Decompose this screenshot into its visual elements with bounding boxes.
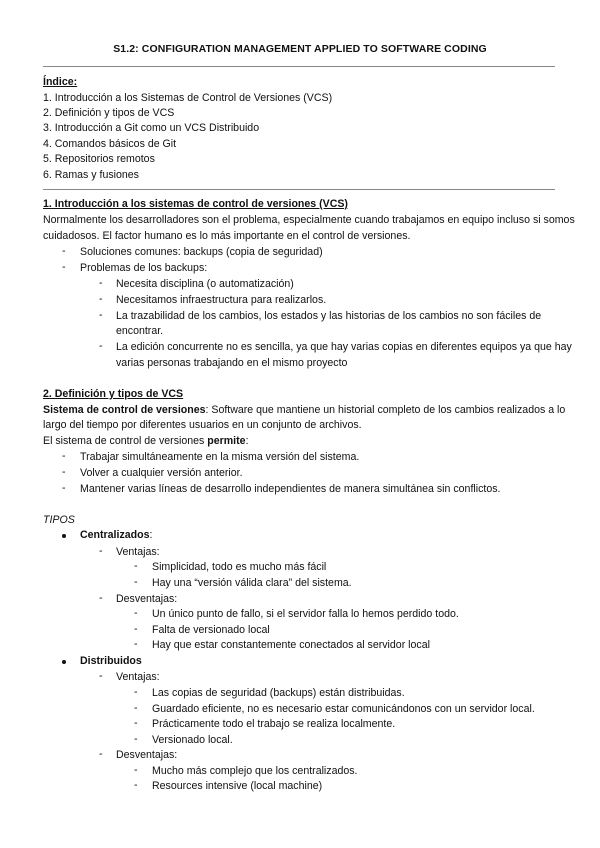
tipos-label: TIPOS [43, 514, 75, 526]
dash-marker: - [134, 607, 138, 619]
list-item: Resources intensive (local machine) [152, 780, 323, 792]
desventajas-label: Desventajas: [116, 749, 178, 761]
dash-marker: - [134, 623, 138, 635]
dash-marker: - [99, 293, 103, 305]
bullet-item: Trabajar simultáneamente en la misma versión del sistema. [80, 451, 360, 463]
list-item: Guardado eficiente, no es necesario estar comunicándonos con un servidor local. [152, 703, 535, 715]
dash-marker: - [99, 340, 103, 352]
index-item: 2. Definición y tipos de VCS [43, 107, 175, 119]
list-item: Hay que estar constantemente conectados al servidor local [152, 639, 430, 651]
bullet-item: Problemas de los backups: [80, 262, 208, 274]
dash-marker: - [134, 733, 138, 745]
bullet-dot [62, 534, 66, 538]
list-item: Hay una “versión válida clara” del sistema. [152, 577, 352, 589]
bullet-item: Mantener varias líneas de desarrollo independientes de manera simultánea sin conflictos. [80, 483, 501, 495]
index-heading: Índice: [43, 76, 78, 88]
type-label: Centralizados [80, 529, 150, 541]
definition-term: Sistema de control de versiones [43, 404, 206, 416]
sub-bullet-item: La trazabilidad de los cambios, los estados y las historias de los cambios no son fáciles de [116, 310, 542, 322]
dash-marker: - [134, 638, 138, 650]
ventajas-label: Ventajas: [116, 546, 160, 558]
dash-marker: - [62, 450, 66, 462]
dash-marker: - [62, 482, 66, 494]
permite-post: : [245, 435, 249, 447]
dash-marker: - [99, 277, 103, 289]
type-label: Distribuidos [80, 655, 142, 667]
type-label-suffix: : [149, 529, 153, 541]
permite-bold: permite [207, 435, 246, 447]
dash-marker: - [99, 592, 103, 604]
list-item: Prácticamente todo el trabajo se realiza localmente. [152, 718, 396, 730]
sub-bullet-item: Necesitamos infraestructura para realizarlos. [116, 294, 327, 306]
dash-marker: - [99, 748, 103, 760]
list-item: Mucho más complejo que los centralizados. [152, 765, 358, 777]
section-heading: 1. Introducción a los sistemas de control de versiones (VCS) [43, 198, 348, 210]
divider [43, 189, 555, 190]
dash-marker: - [134, 686, 138, 698]
dash-marker: - [134, 779, 138, 791]
dash-marker: - [99, 309, 103, 321]
dash-marker: - [134, 702, 138, 714]
index-item: 1. Introducción a los Sistemas de Control de Versiones (VCS) [43, 92, 333, 104]
desventajas-label: Desventajas: [116, 593, 178, 605]
dash-marker: - [62, 466, 66, 478]
dash-marker: - [99, 670, 103, 682]
sub-bullet-continuation: encontrar. [116, 325, 164, 337]
dash-marker: - [62, 245, 66, 257]
dash-marker: - [62, 261, 66, 273]
list-item: Simplicidad, todo es mucho más fácil [152, 561, 327, 573]
permite-line [43, 434, 249, 448]
paragraph-line: cuidadosos. El factor humano es lo más importante en el control de versiones. [43, 230, 411, 242]
sub-bullet-item: Necesita disciplina (o automatización) [116, 278, 294, 290]
index-item: 3. Introducción a Git como un VCS Distribuido [43, 122, 260, 134]
definition-line [43, 403, 565, 417]
bullet-item: Soluciones comunes: backups (copia de seguridad) [80, 246, 323, 258]
list-item: Un único punto de fallo, si el servidor falla lo hemos perdido todo. [152, 608, 459, 620]
type-heading [80, 528, 152, 542]
paragraph-line: Normalmente los desarrolladores son el problema, especialmente cuando trabajamos en equipo incluso si somos [43, 214, 575, 226]
list-item: Versionado local. [152, 734, 233, 746]
dash-marker: - [134, 717, 138, 729]
index-item: 4. Comandos básicos de Git [43, 138, 177, 150]
permite-pre: El sistema de control de versiones [43, 435, 208, 447]
dash-marker: - [99, 545, 103, 557]
document-title: S1.2: CONFIGURATION MANAGEMENT APPLIED TO SOFTWARE CODING [113, 43, 487, 55]
list-item: Falta de versionado local [152, 624, 270, 636]
sub-bullet-continuation: varias personas trabajando en el mismo proyecto [116, 357, 348, 369]
dash-marker: - [134, 576, 138, 588]
dash-marker: - [134, 560, 138, 572]
definition-text: : Software que mantiene un historial completo de los cambios realizados a lo [205, 404, 566, 416]
index-item: 6. Ramas y fusiones [43, 169, 139, 181]
dash-marker: - [134, 764, 138, 776]
list-item: Las copias de seguridad (backups) están distribuidas. [152, 687, 405, 699]
sub-bullet-item: La edición concurrente no es sencilla, ya que hay varias copias en diferentes equipos ya que hay [116, 341, 572, 353]
bullet-dot [62, 660, 66, 664]
index-item: 5. Repositorios remotos [43, 153, 155, 165]
definition-line: largo del tiempo por diferentes usuarios en un conjunto de archivos. [43, 419, 362, 431]
section-heading: 2. Definición y tipos de VCS [43, 388, 184, 400]
ventajas-label: Ventajas: [116, 671, 160, 683]
divider [43, 66, 555, 67]
bullet-item: Volver a cualquier versión anterior. [80, 467, 243, 479]
